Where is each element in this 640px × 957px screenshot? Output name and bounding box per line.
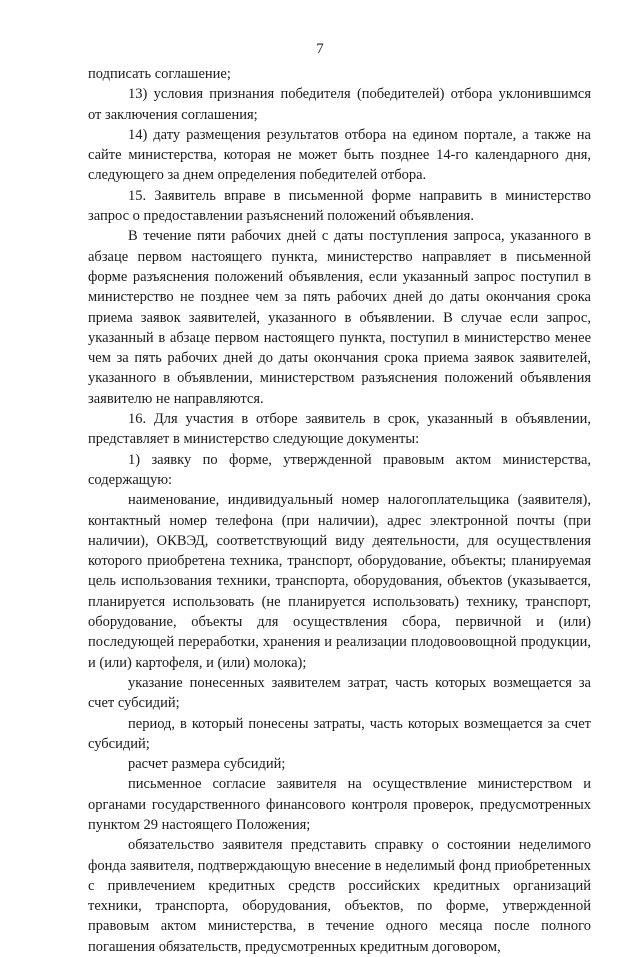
paragraph-applicant-details: наименование, индивидуальный номер налогоплательщика (заявителя), контактный номер телефона (при наличии), адрес электронной почты (при наличии), ОКВЭД, соответствующий виду деятельности, для осуществления которого приобретена техника, транспорт, оборудование, объекты; планируемая цель использования техники, транспорта, оборудования, объектов (указывается, планируется использовать (не планируется использовать) технику, транспорт, оборудование, объекты для осуществления сбора, первичной и (или) последующей переработки, хранения и реализации плодовоовощной продукции, и (или) картофеля, и (или) молока); (88, 492, 591, 671)
paragraph-item-13: 13) условия признания победителя (победителей) отбора уклонившимся от заключения соглашения; (88, 86, 591, 123)
paragraph-subsidy-calculation: расчет размера субсидий; (128, 756, 286, 773)
paragraph-clause-16: 16. Для участия в отборе заявитель в срок, указанный в объявлении, представляет в министерство следующие документы: (88, 411, 591, 448)
document-body (88, 64, 591, 957)
paragraph-clarification-terms: В течение пяти рабочих дней с даты поступления запроса, указанного в абзаце первом настоящего пункта, министерство направляет в письменной форме разъяснения положений объявления, если указанный запрос поступил в министерство не позднее чем за пять рабочих дней до даты окончания срока приема заявок заявителей, указанного в объявлении. В случае если запрос, указанный в абзаце первом настоящего пункта, поступил в министерство менее чем за пять рабочих дней до даты окончания срока приема заявок заявителей, указанного в объявлении, министерством разъяснения положений объявления заявителю не направляются. (88, 228, 591, 407)
paragraph-cost-period: период, в который понесены затраты, часть которых возмещается за счет субсидий; (88, 715, 591, 752)
paragraph-sign-agreement: подписать соглашение; (88, 66, 231, 82)
paragraph-consent-inspection: письменное согласие заявителя на осуществление министерством и органами государственного финансового контроля проверок, предусмотренных пунктом 29 настоящего Положения; (88, 776, 591, 833)
paragraph-costs-incurred: указание понесенных заявителем затрат, часть которых возмещается за счет субсидий; (88, 674, 591, 712)
paragraph-clause-15: 15. Заявитель вправе в письменной форме направить в министерство запрос о предоставлении разъяснений положений объявления. (88, 187, 591, 225)
paragraph-application-form: 1) заявку по форме, утвержденной правовым актом министерства, содержащую: (88, 451, 591, 488)
paragraph-item-14: 14) дату размещения результатов отбора на едином портале, а также на сайте министерства, которая не может быть позднее 14-го календарного дня, следующего за днем определения победителей отбора. (88, 126, 591, 184)
page-number: 7 (316, 41, 324, 57)
paragraph-obligation-certificate: обязательство заявителя представить справку о состоянии неделимого фонда заявителя, подтверждающую внесение в неделимый фонд приобретенных с привлечением кредитных средств российских кредитных организаций техники, транспорта, оборудования, объектов, по форме, утвержденной правовым актом министерства, в течение одного месяца после полного погашения обязательств, предусмотренных кредитным договором, (88, 837, 591, 955)
